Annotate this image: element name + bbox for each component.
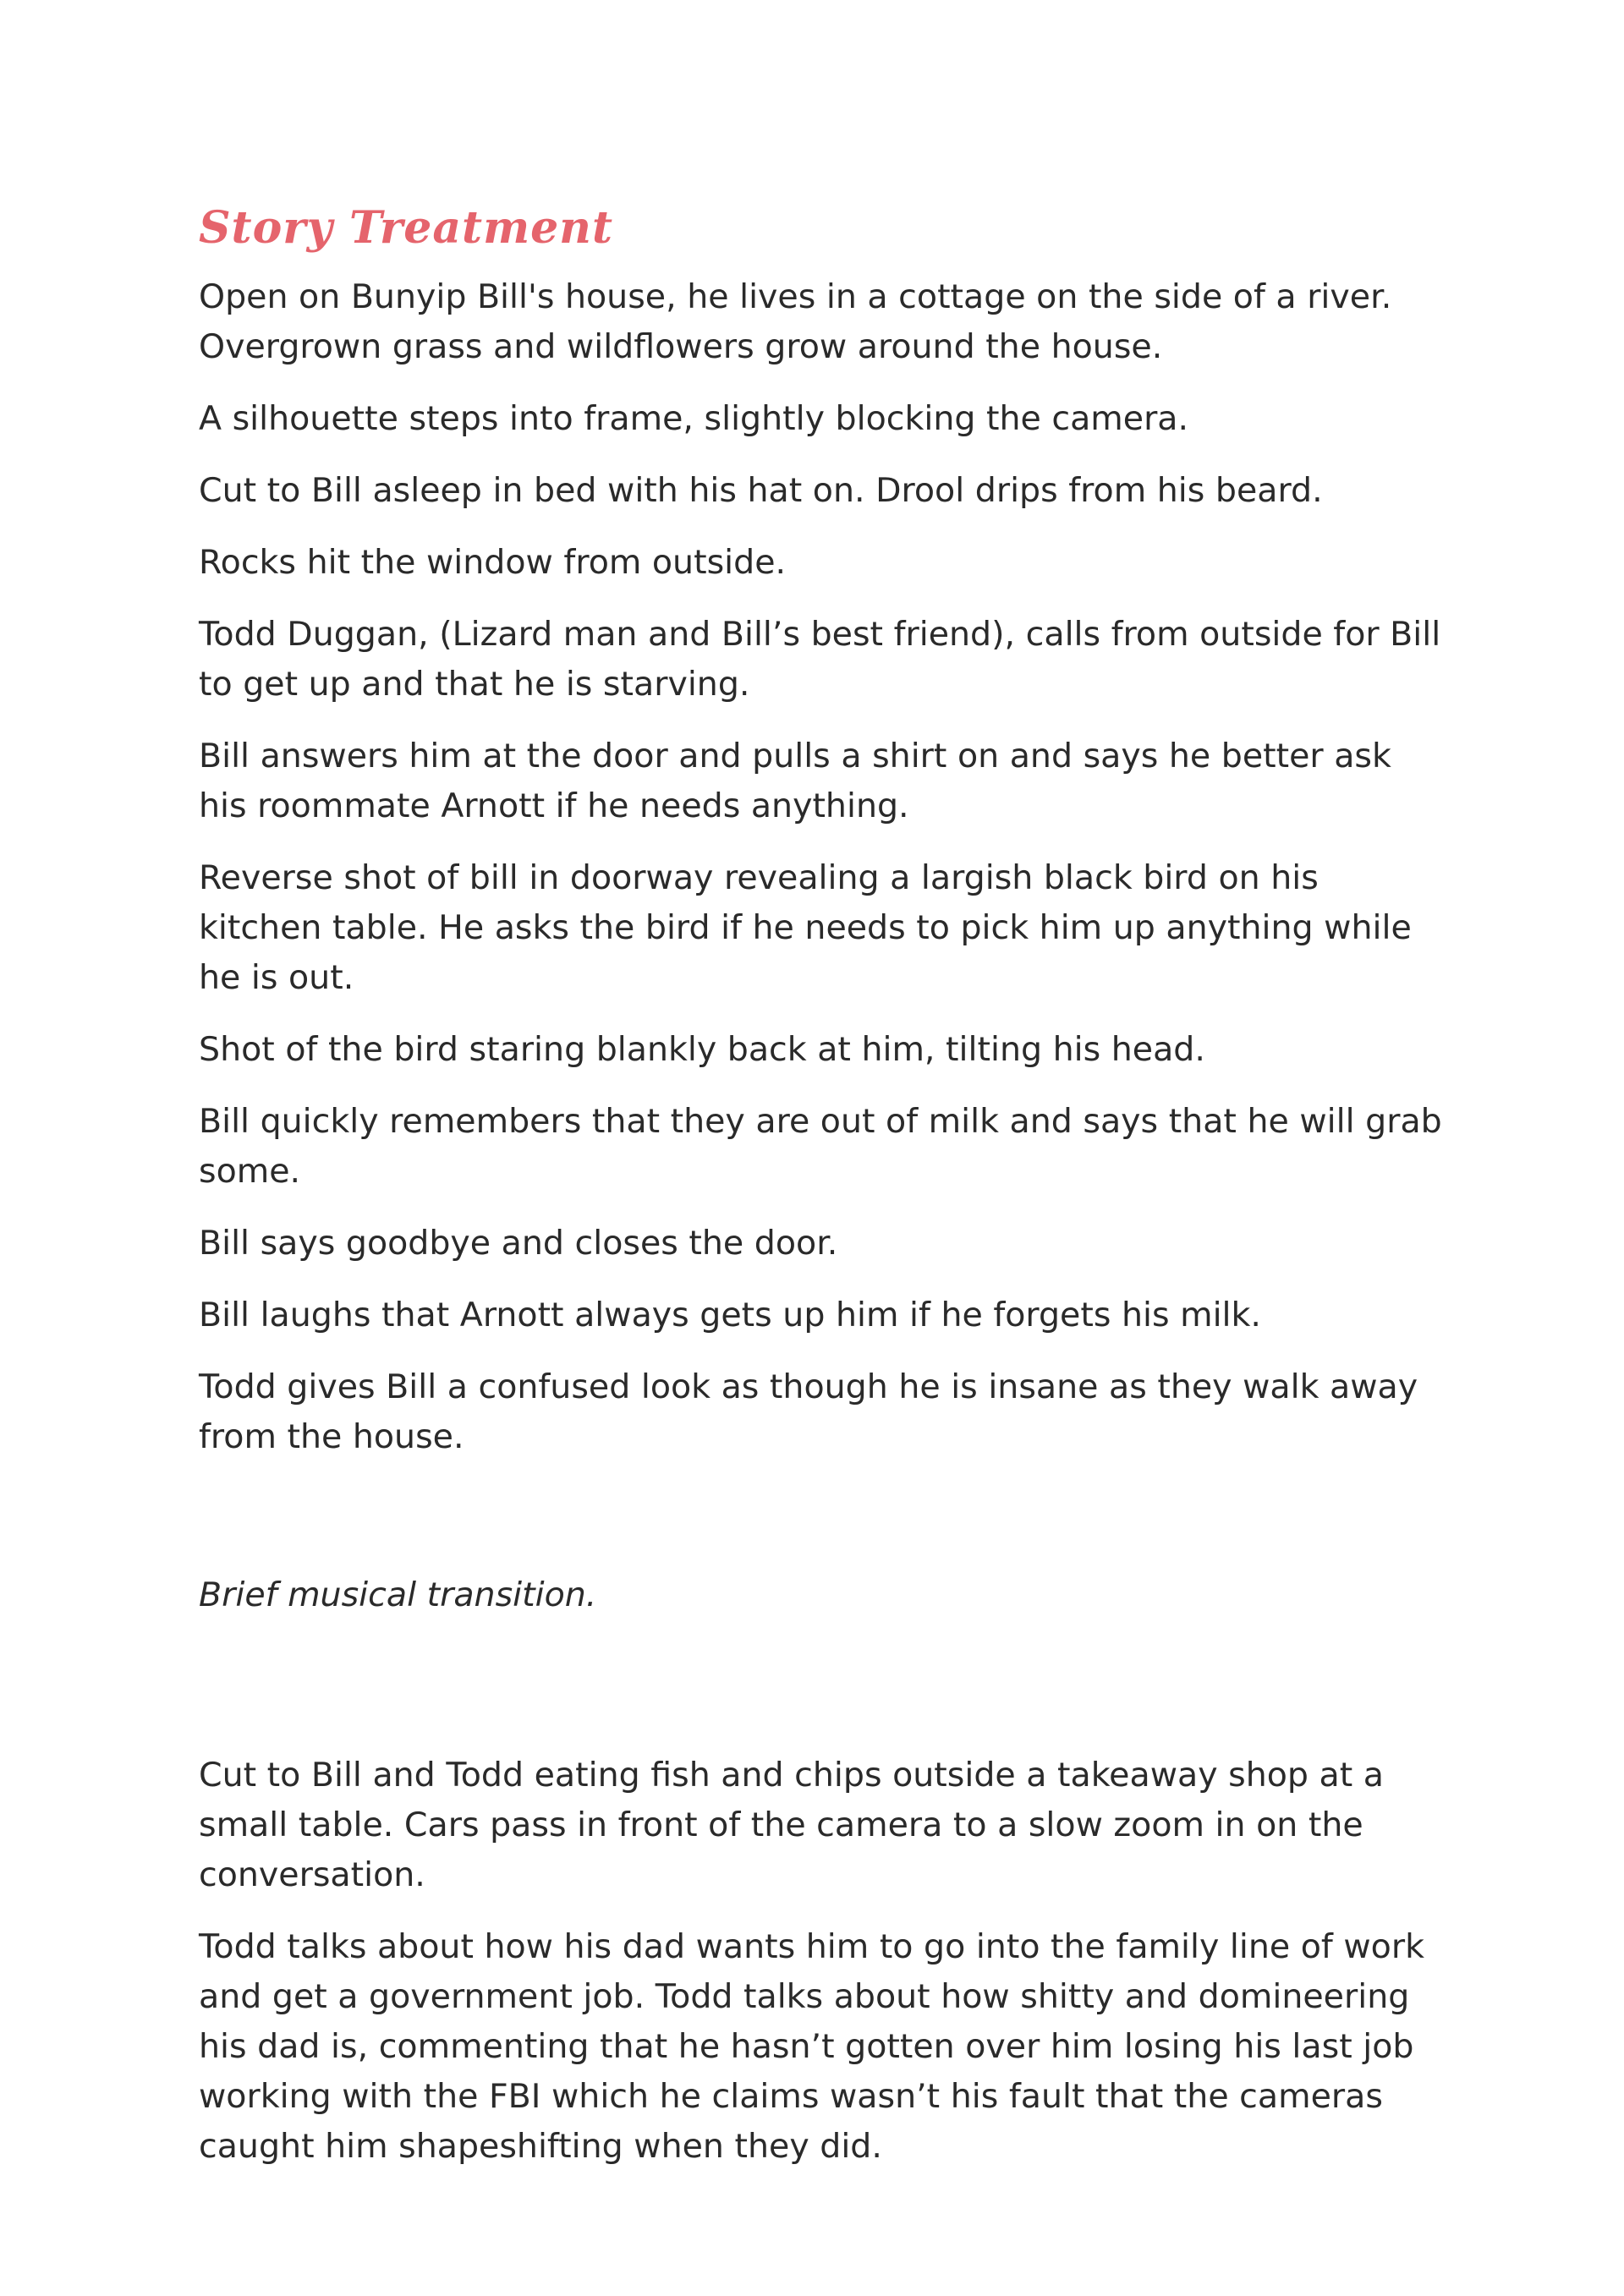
paragraph: Cut to Bill asleep in bed with his hat on. Drool drips from his beard. xyxy=(199,471,1323,510)
paragraph: A silhouette steps into frame, slightly blocking the camera. xyxy=(199,399,1189,438)
paragraph: Todd talks about how his dad wants him to go into the family line of work and get a government job. Todd talks about how shitty and domineering his dad is, commenting that he hasn’t gotten over him losing his last job working with the FBI which he claims wasn’t his fault that the cameras caught him shapeshifting when they did. xyxy=(199,1927,1424,2166)
paragraph: Todd gives Bill a confused look as though he is insane as they walk away from the house. xyxy=(199,1367,1418,1456)
document-title: Story Treatment xyxy=(199,202,614,254)
paragraph: Bill laughs that Arnott always gets up him if he forgets his milk. xyxy=(199,1296,1261,1334)
paragraph: Cut to Bill and Todd eating fish and chips outside a takeaway shop at a small table. Cars pass in front of the camera to a slow zoom in on the conversation. xyxy=(199,1756,1384,1894)
paragraph: Bill says goodbye and closes the door. xyxy=(199,1224,838,1263)
paragraph: Bill quickly remembers that they are out of milk and says that he will grab some. xyxy=(199,1102,1442,1191)
paragraph: Bill answers him at the door and pulls a shirt on and says he better ask his roommate Arnott if he needs anything. xyxy=(199,737,1391,825)
transition-note: Brief musical transition. xyxy=(199,1575,597,1614)
paragraph: Rocks hit the window from outside. xyxy=(199,543,787,582)
paragraph: Shot of the bird staring blankly back at him, tilting his head. xyxy=(199,1030,1205,1069)
document-body xyxy=(199,196,1442,2194)
paragraph: Reverse shot of bill in doorway revealing a largish black bird on his kitchen table. He asks the bird if he needs to pick him up anything while he is out. xyxy=(199,858,1412,997)
paragraph: Todd Duggan, (Lizard man and Bill’s best friend), calls from outside for Bill to get up and that he is starving. xyxy=(199,615,1441,704)
paragraph: Open on Bunyip Bill's house, he lives in a cottage on the side of a river. Overgrown grass and wildflowers grow around the house. xyxy=(199,277,1392,366)
